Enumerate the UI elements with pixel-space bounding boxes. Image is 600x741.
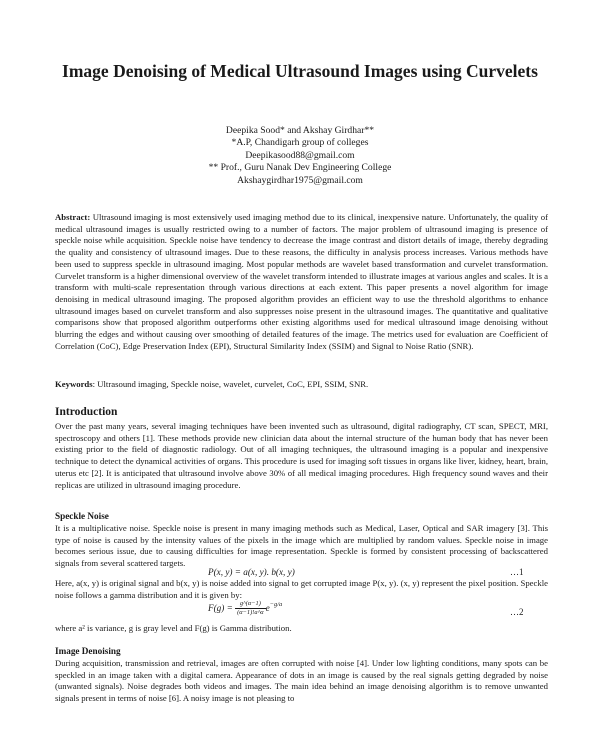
equation-2 — [208, 600, 282, 616]
author-names: Deepika Sood* and Akshay Girdhar** — [225, 125, 375, 136]
abstract-label: Abstract: — [55, 212, 91, 222]
image-denoising-text: During acquisition, transmission and retrieval, images are often corrupted with noise [4]. Under low lighting conditions, many spots can be speckled in an image taken with a digital camera. Appearance of dots in an image is caused by the real signals getting degraded by noise (unwanted signals). Noise degrades both videos and images. The main idea behind an image denoising algorithm is to remove unwanted signals present in terms of noise [6]. A noisy image is not pleasing to — [55, 658, 548, 704]
equation-1-number: …1 — [510, 567, 524, 577]
speckle-noise-text: It is a multiplicative noise. Speckle noise is present in many imaging methods such as Medical, Laser, Optical and SAR imagery [3]. This type of noise is caused by the intensity values of the pixels in the image which are multiplied by random values. Speckle noise in image becomes serious issue, due to causing difficulties for image representation. Speckle is formed by consistent processing of backscattered signals from several scattered targets. — [55, 523, 548, 569]
author-affiliation-1: *A.P, Chandigarh group of colleges — [231, 137, 369, 149]
equation-2-lhs: F(g) = — [208, 603, 233, 613]
equation-2-number: …2 — [510, 607, 524, 617]
keywords-label: Keywords — [55, 379, 93, 389]
abstract-text: Ultrasound imaging is most extensively used imaging method due to its clinical, inexpensive nature. Unfortunately, the quality of medical ultrasound images is usually restricted owing to a number of factors. The major problem of ultrasound imaging is presence of speckle noise while acquisition. Speckle noise have tendency to decrease the image contrast and distort details of image, thereby degrading the quality and consistency of ultrasound images. Due to these reasons, the difficulty in analysis process increases. Various methods have been used to suppress speckle in ultrasound imaging. Most popular methods are wavelet based transformation and curvelet transformation. Curvelet transform is a higher dimensional overview of the wavelet transform intended to illustrate images at various angles and scales. It is a transform with multi-scale representation through various directions at each extent. This paper presents a novel algorithm for image denoising in medical ultrasound imaging. The proposed algorithm provides an efficient way to use the threshold algorithms to enhance ultrasound images based on curvelet transform and also suppresses noise present in the ultrasound images. The quantitative and qualitative comparisons show that proposed algorithm outperforms other existing algorithms used for medical ultrasound image denoising without blurring the edges and without causing over smoothing of detailed features of the image. The metrics used for evaluation are Coefficient of Correlation (CoC), Edge Preservation Index (EPI), Structural Similarity Index (SSIM) and Signal to Noise Ratio (SNR). — [55, 212, 549, 351]
author-block — [100, 125, 500, 187]
author-email-1: Deepikasood88@gmail.com — [245, 149, 355, 161]
image-denoising-heading: Image Denoising — [55, 646, 121, 656]
equation-2-numerator: g^(α−1) — [235, 600, 266, 609]
equation-1-explanation: Here, a(x, y) is original signal and b(x, y) is noise added into signal to get corrupted image P(x, y). (x, y) represent the pixel position. Speckle noise follows a gamma distribution and it is given by: — [55, 578, 548, 600]
paper-title: Image Denoising of Medical Ultrasound Images using Curvelets — [62, 61, 538, 81]
author-email-2: Akshaygirdhar1975@gmail.com — [237, 174, 363, 186]
introduction-text: Over the past many years, several imaging techniques have been invented such as ultrasound, digital radiography, CT scan, SPECT, MRI, spectroscopy and others [1]. These methods provide new clinician data about the internal structure of the human body that has never been existing prior to the field of diagnostic radiology. Out of all imaging techniques, the ultrasound imaging is a popular and inexpensive technique to detect the dynamical activities of organs. This procedure is used for imaging soft tissues in organs like liver, kidney, heart, brain, uterus etc [2]. It is anticipated that ultrasound involve above 30% of all medical imaging procedures. High frequency sound waves and their replicas are utilized in ultrasound imaging procedure. — [55, 421, 548, 490]
equation-2-denominator: (α−1)!a^α — [237, 608, 264, 616]
equation-2-explanation: where a² is variance, g is gray level and F(g) is Gamma distribution. — [55, 623, 292, 633]
equation-2-exponent: −g/a — [269, 601, 283, 609]
keywords-paragraph — [55, 379, 548, 391]
speckle-noise-heading: Speckle Noise — [55, 511, 109, 521]
author-affiliation-2: ** Prof., Guru Nanak Dev Engineering College — [208, 162, 392, 174]
equation-2-fraction — [235, 600, 266, 616]
keywords-text: : Ultrasound imaging, Speckle noise, wavelet, curvelet, CoC, EPI, SSIM, SNR. — [92, 379, 369, 389]
introduction-heading: Introduction — [55, 406, 118, 418]
equation-2-exp-base: e — [265, 603, 270, 613]
abstract-paragraph — [55, 212, 548, 352]
equation-1: P(x, y) = a(x, y). b(x, y) — [208, 567, 295, 577]
